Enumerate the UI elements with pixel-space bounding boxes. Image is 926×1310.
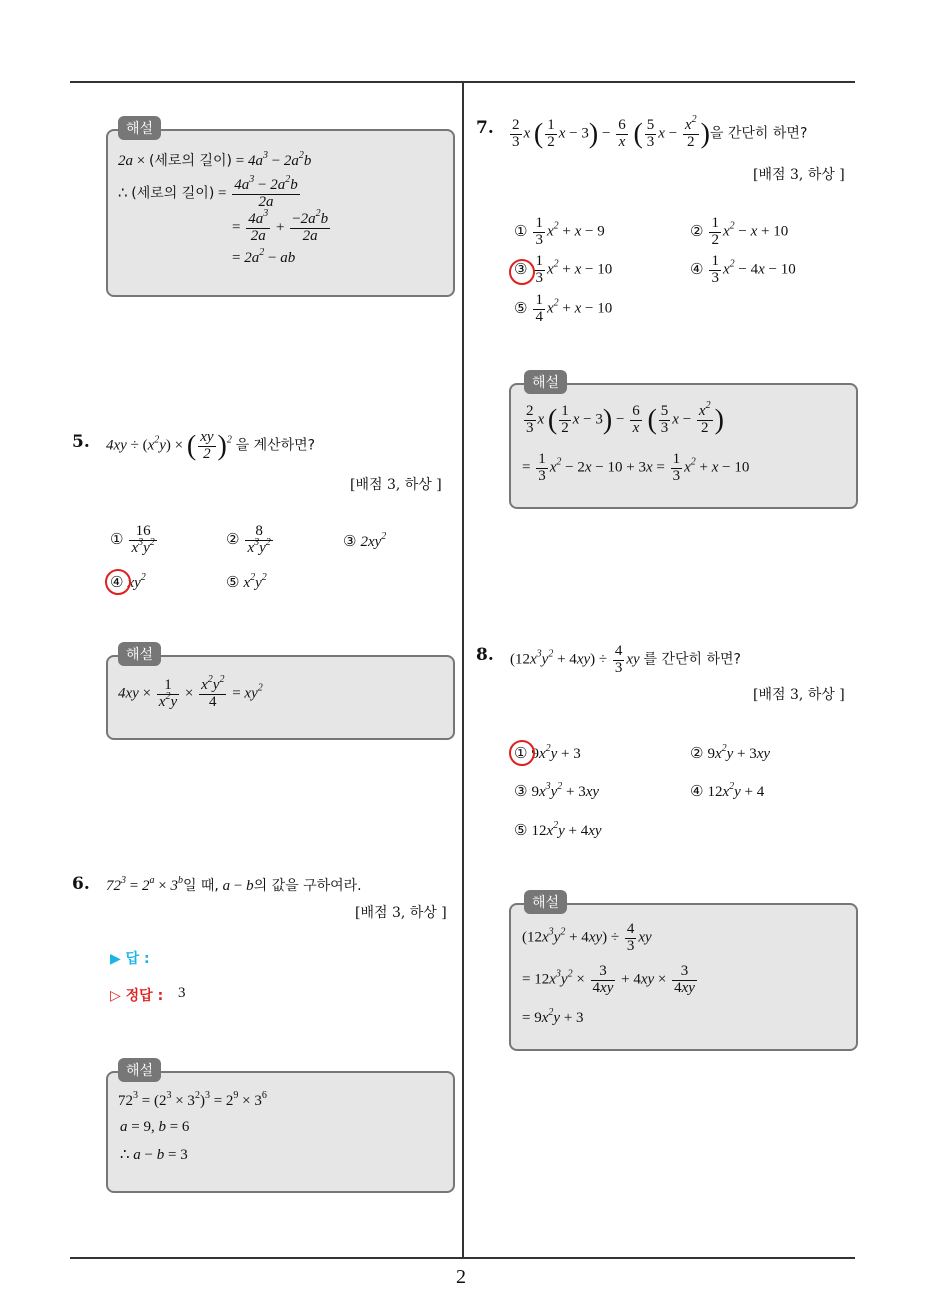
q6-solution-line1: $72^3 = (2^3 \times 3^2)^3 = 2^9 \times 3^6$: [118, 1090, 267, 1109]
q8-answer-marker: [509, 740, 535, 766]
q8-number: 8.: [476, 645, 494, 665]
q8-solution-line2: = $12x^3y^2$ × $\frac{3}{4xy}$ + 4xy × $\frac{3}{4xy}$: [522, 963, 695, 996]
q6-solution-tag: 해설: [118, 1058, 161, 1082]
column-divider: [462, 82, 464, 1258]
q5-solution-tag: 해설: [118, 642, 161, 666]
q7-solution-line2: = $\frac{1}{3}$ $x^2 - 2x - 10 + 3x$ = $\frac{1}{3}$ $x^2 + x - 10$: [522, 451, 750, 484]
q6-number: 6.: [72, 874, 90, 894]
q6-solution-line3: ∴ a − b = 3: [120, 1147, 188, 1163]
q8-choice-1[interactable]: ① $9x^2y + 3$: [514, 743, 581, 762]
q7-choice-3[interactable]: ③ $\frac{1}{3}$ $x^2 + x - 10$: [514, 253, 613, 286]
q4-solution-line2: ∴ (세로의 길이) = $\frac{4a^3 - 2a^2b}{2a}$: [118, 174, 298, 210]
therefore-symbol: ∴: [118, 185, 128, 202]
footer-rule: [70, 1257, 855, 1259]
q7-answer-marker: [509, 259, 535, 285]
q7-question: $\frac{2}{3}$ x ( $\frac{1}{2}$ x − 3) − $\frac{6}{x}$ ( $\frac{5}{3}$ x − $\frac{x^2}{2}$ )을 간단히 하면?: [512, 114, 808, 150]
vertical-length-label: (세로의 길이): [148, 153, 232, 169]
q7-solution-box: [509, 383, 858, 509]
q5-choice-3[interactable]: ③ $2xy^2$: [343, 531, 387, 550]
q5-solution-line1: 4xy × $\frac{1}{x^2y}$ × $\frac{x^2y^2}{4}$ = $xy^2$: [118, 674, 263, 710]
q7-choice-2[interactable]: ② $\frac{1}{2}$ $x^2 - x + 10$: [690, 215, 789, 248]
q5-choice-5[interactable]: ⑤ $x^2y^2$: [226, 572, 267, 591]
q4-solution-line1: 2a × (세로의 길이) = $4a^3 - 2a^2b$: [118, 150, 312, 169]
q8-choice-2[interactable]: ② $9x^2y + 3xy$: [690, 743, 771, 762]
q6-text-mid: 일 때,: [182, 878, 219, 894]
q4-solution-tag: 해설: [118, 116, 161, 140]
q7-solution-line1: $\frac{2}{3}$ x ( $\frac{1}{2}$ x − 3) − $\frac{6}{x}$ ( $\frac{5}{3}$ x − $\frac{x^2}{2}$ ): [526, 400, 724, 436]
q6-correct-label: ▷ 정답 :: [110, 988, 164, 1004]
q8-question: $(12x^3y^2 + 4xy)$ ÷ $\frac{4}{3}$ xy 를 간단히 하면?: [510, 643, 741, 676]
q7-suffix: 을 간단히 하면?: [709, 125, 808, 142]
q5-choice-4[interactable]: ④ $xy^2$: [110, 572, 146, 591]
q8-choice-5[interactable]: ⑤ $12x^2y + 4xy$: [514, 820, 602, 839]
q6-text-tail: 의 값을 구하여라.: [253, 878, 362, 894]
q8-solution-line3: = $9x^2y + 3$: [522, 1007, 584, 1026]
q4-solution-line3: = $\frac{4a^3}{2a}$ + $\frac{-2a^2b}{2a}$: [232, 208, 329, 244]
q5-choice-1[interactable]: ① $\frac{16}{x^3y^2}$: [110, 523, 155, 556]
q8-choice-4[interactable]: ④ $12x^2y + 4$: [690, 781, 765, 800]
q6-solution-line2: a = 9, b = 6: [120, 1119, 190, 1135]
q7-number: 7.: [476, 118, 494, 138]
q5-score: [배점 3, 하상 ]: [350, 477, 442, 493]
q5-question: $4xy \div (x^2y)$ × ( $\frac{xy}{2}$ )$^2$ 을 계산하면?: [106, 429, 316, 462]
q8-suffix: 를 간단히 하면?: [643, 651, 741, 668]
vertical-length-label-2: (세로의 길이): [131, 185, 215, 202]
q5-number: 5.: [72, 432, 90, 452]
q5-suffix: 을 계산하면?: [235, 437, 316, 454]
q8-choice-3[interactable]: ③ $9x^3y^2 + 3xy$: [514, 781, 600, 800]
q6-question: $72^3 = 2^a \times 3^b$일 때, a − b의 값을 구하여라.: [106, 875, 362, 894]
q8-solution-tag: 해설: [524, 890, 567, 914]
q6-score: [배점 3, 하상 ]: [355, 905, 447, 921]
q7-score: [배점 3, 하상 ]: [753, 167, 845, 183]
q7-solution-tag: 해설: [524, 370, 567, 394]
q7-choice-5[interactable]: ⑤ $\frac{1}{4}$ $x^2 + x - 10$: [514, 292, 613, 325]
q6-correct-value: 3: [178, 985, 186, 1001]
q8-solution-line1: $(12x^3y^2 + 4xy)$ ÷ $\frac{4}{3}$ xy: [522, 921, 652, 954]
q5-answer-marker: [105, 569, 131, 595]
q7-choice-4[interactable]: ④ $\frac{1}{3}$ $x^2 - 4x - 10$: [690, 253, 796, 286]
q6-answer-input-label[interactable]: ▶ 답 :: [110, 951, 150, 967]
q4-solution-line4: = $2a^2$ − ab: [232, 247, 296, 266]
page-number: 2: [456, 1266, 466, 1288]
q8-score: [배점 3, 하상 ]: [753, 687, 845, 703]
q5-choice-2[interactable]: ② $\frac{8}{x^3y^2}$: [226, 523, 271, 556]
q7-choice-1[interactable]: ① $\frac{1}{3}$ $x^2 + x - 9$: [514, 215, 605, 248]
